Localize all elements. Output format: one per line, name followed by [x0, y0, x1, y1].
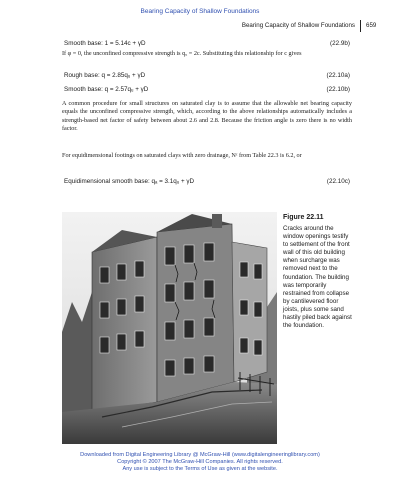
paragraph-procedure: A common procedure for small structures on saturated clay is to assume that the allowable net bearing capacity equals the unconfined compressive strength, which, according to the above relationships automatically includes a strength-based net factor of safety between about 2.6 and 2.8. Because the friction angle is zero there is no width factor.: [62, 100, 352, 133]
footer-copyright: Copyright © 2007 The McGraw-Hill Companies. All rights reserved.: [117, 459, 283, 466]
equation-22-9b: [64, 40, 350, 50]
building-photo: [62, 212, 277, 444]
footer-terms: Any use is subject to the Terms of Use as given at the website.: [122, 466, 278, 473]
footer-download-notice[interactable]: Downloaded from Digital Engineering Library @ McGraw-Hill (www.digitalengineeringlibrary.com): [80, 452, 320, 458]
equation-22-10c: [64, 178, 350, 188]
paragraph-phi-zero: If φ = 0, the unconfined compressive strength is qᵤ = 2c. Substituting this relationship for c gives: [62, 50, 302, 57]
equation-22-10b: [64, 86, 350, 96]
equation-22-10a: [64, 72, 350, 82]
header-divider: [360, 20, 361, 32]
equation-text: Rough base: q = 2.85qᵤ + γD: [64, 72, 146, 79]
equation-number: (22.10c): [326, 178, 350, 185]
equation-text: Smooth base: 1 = 5.14c + γD: [64, 40, 146, 47]
equation-text: Smooth base: q = 2.57qᵤ + γD: [64, 86, 149, 93]
document-banner: Bearing Capacity of Shallow Foundations: [140, 8, 260, 15]
equation-number: (22.9b): [330, 40, 350, 47]
building-left-wing: [92, 230, 157, 412]
figure-caption: Cracks around the window openings testify to settlement of the front wall of this old building when surcharge was removed next to the foundation. The building was temporarily restrained from collapse by cantilevered floor joists, plus some sand hastily piled back against the foundation.: [283, 225, 352, 330]
page-number: 659: [366, 22, 377, 29]
equation-text: Equidimensional smooth base: qₐ = 3.1qᵤ + γD: [64, 178, 195, 185]
equation-number: (22.10b): [326, 86, 350, 93]
page-footer: [0, 452, 400, 474]
equation-number: (22.10a): [326, 72, 350, 79]
chapter-title: Bearing Capacity of Shallow Foundations: [241, 22, 355, 29]
figure-label: Figure 22.11: [283, 214, 324, 221]
paragraph-equidimensional: For equidimensional footings on saturated clays with zero drainage, Nᶜ from Table 22.3 is 6.2, or: [62, 152, 302, 159]
running-header: [0, 20, 400, 32]
